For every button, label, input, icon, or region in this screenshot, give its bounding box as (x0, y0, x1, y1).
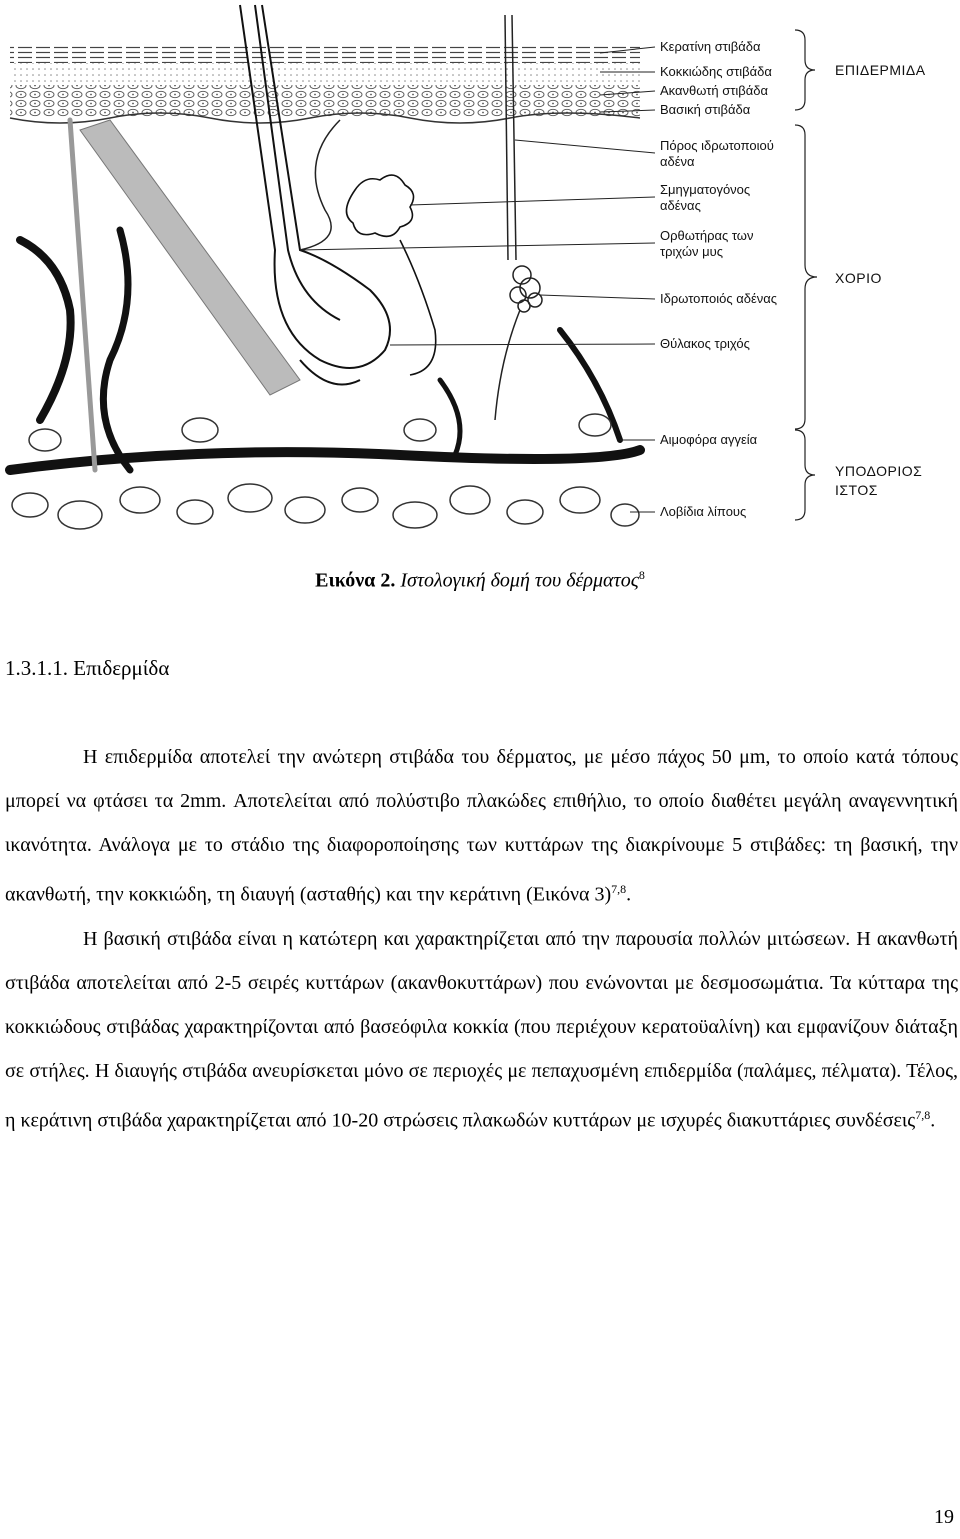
label-keratin-layer: Κερατίνη στιβάδα (660, 39, 761, 54)
label-sweat-pore-2: αδένα (660, 154, 695, 169)
label-fat-lobules: Λοβίδια λίπους (660, 504, 747, 519)
paragraph-1: Η επιδερμίδα αποτελεί την ανώτερη στιβάδα του δέρματος, με μέσο πάχος 50 μm, το οποίο κατά τόπους μπορεί να φτάσει τα 2mm. Αποτελείται από πολύστιβο πλακώδες επιθήλιο, το οποίο διαθέτει μεγάλη αναγεννητική ικανότητα. Ανάλογα με το στάδιο της διαφοροποίησης των κυττάρων της διακρίνουμε 5 στιβάδες: τη βασική, την ακανθωτή, την κοκκιώδη, τη διαυγή (ασταθής) και την κεράτινη (Εικόνα 3)$^{7,8}$. (5, 746, 958, 906)
p2-ref: 7,8 (915, 1107, 931, 1122)
label-sebaceous-2: αδένας (660, 198, 701, 213)
page-number: 19 (934, 1506, 954, 1528)
label-arrector-1: Ορθωτήρας των (660, 228, 754, 243)
label-blood-vessels: Αιμοφόρα αγγεία (660, 432, 758, 447)
paragraph-2: Η βασική στιβάδα είναι η κατώτερη και χαρακτηρίζεται από την παρουσία πολλών μιτώσεων. Η ακανθωτή στιβάδα αποτελείται από 2-5 σειρές κυττάρων (ακανθοκυττάρων) που ενώνονται με δεσμοσωμάτια. Τα κύτταρα της κοκκιώδους στιβάδας χαρακτηρίζονται από βασεόφιλα κοκκία (που περιέχουν κερατοϋαλίνη) και εμφανίζουν διάταξη σε στήλες. Η διαυγής στιβάδα ανευρίσκεται μόνο σε περιοχές με πεπαχυσμένη επιδερμίδα (παλάμες, πέλματα). Τέλος, η κεράτινη στιβάδα χαρακτηρίζεται από 10-20 στρώσεις πλακωδών κυττάρων με ισχυρές διακυττάριες συνδέσεις$^{7,8}$. (5, 927, 958, 1132)
body-text (5, 735, 958, 1142)
label-arrector-2: τριχών μυς (660, 244, 724, 259)
caption-text: Ιστολογική δομή του δέρματος (400, 569, 639, 592)
label-sebaceous-1: Σμηγματογόνος (660, 182, 751, 197)
region-hypodermis-1: ΥΠΟΔΟΡΙΟΣ (835, 463, 923, 479)
skin-histology-figure (0, 0, 960, 545)
caption-ref: 8 (638, 568, 645, 582)
label-spinous-layer: Ακανθωτή στιβάδα (660, 83, 768, 98)
epidermis-layers (10, 45, 640, 123)
label-sweat-pore-1: Πόρος ιδρωτοποιού (660, 138, 774, 153)
figure-caption (0, 568, 960, 593)
region-epidermis: ΕΠΙΔΕΡΜΙΔΑ (835, 62, 926, 78)
region-hypodermis-2: ΙΣΤΟΣ (835, 482, 878, 498)
section-heading: 1.3.1.1. Επιδερμίδα (5, 656, 170, 680)
label-hair-follicle: Θύλακος τριχός (660, 336, 750, 351)
caption-number: Εικόνα 2. (315, 569, 396, 592)
label-granular-layer: Κοκκιώδης στιβάδα (660, 64, 772, 79)
region-braces (795, 30, 817, 520)
p1-ref: 7,8 (611, 882, 627, 896)
label-basal-layer: Βασική στιβάδα (660, 102, 751, 117)
label-sweat-gland: Ιδρωτοποιός αδένας (660, 291, 778, 306)
region-dermis: ΧΟΡΙΟ (835, 270, 882, 286)
